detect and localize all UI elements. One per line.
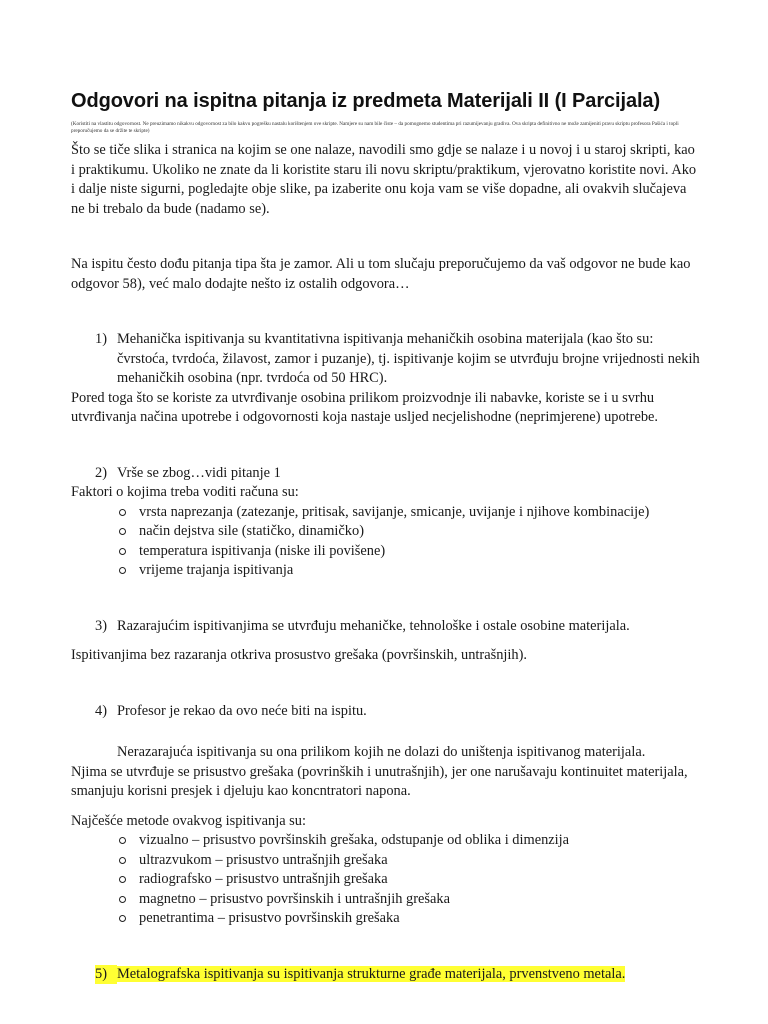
disclaimer-note: (Koristiti na vlastitu odgovornost. Ne preuzimamo nikakvu odgovornost za bilo kakvu pogrešku nastalu korištenjem ove skripte. Namjere su nam bile čiste – da pomognemo studentima pri razumijevanju gradiva. Ova skripta definitivno ne može zamijeniti pravu skriptu profesora Pašića i topli preporučujemo da se držite te skripte) bbox=[71, 121, 679, 134]
question-4-indent: Nerazarajuća ispitivanja su ona prilikom kojih ne dolazi do uništenja ispitivanog materijala. bbox=[117, 744, 646, 760]
question-3-after: Ispitivanjima bez razaranja otkriva prosustvo grešaka (površinskih, untrašnjih). bbox=[71, 647, 527, 663]
intro-paragraph-2: Na ispitu često dođu pitanja tipa šta je zamor. Ali u tom slučaju preporučujemo da vaš odgovor ne bude kao odgovor 58), već malo dodajte nešto iz ostalih odgovora… bbox=[71, 256, 691, 292]
question-4-text: Profesor je rekao da ovo neće biti na ispitu. bbox=[117, 702, 367, 719]
list-item: penetrantima – prisustvo površinskih grešaka bbox=[117, 909, 768, 929]
question-1-text: Mehanička ispitivanja su kvantitativna ispitivanja mehaničkih osobina materijala (kao što su: čvrstoća, tvrdoća, žilavost, zamor i puzanje), tj. ispitivanje kojim se utvrđuju brojne vrijednosti nekih mehaničkih osobina (npr. tvrdoća od 50 HRC). bbox=[117, 331, 700, 386]
list-item: ultrazvukom – prisustvo untrašnjih grešaka bbox=[117, 851, 768, 871]
question-2-number: 2) bbox=[95, 464, 107, 481]
question-5-number: 5) bbox=[95, 965, 117, 985]
intro-paragraph: Što se tiče slika i stranica na kojim se one nalaze, navodili smo gdje se nalaze i u novoj i u staroj skripti, kao i praktikumu. Ukoliko ne znate da li koristite staru ili novu skriptu/praktikum, vjerovatno koristite novi. Ako i dalje niste sigurni, pogledajte obje slike, pa izaberite onu koja vam se više dopadne, ali ovakvih slučajeva ne bi trebalo da bude (nadamo se). bbox=[71, 142, 697, 217]
question-1-number: 1) bbox=[95, 331, 107, 347]
question-3-number: 3) bbox=[95, 617, 107, 634]
question-2-bullets bbox=[71, 503, 768, 581]
list-item: način dejstva sile (statičko, dinamičko) bbox=[117, 522, 768, 542]
list-item: magnetno – prisustvo površinskih i untrašnjih grešaka bbox=[117, 890, 768, 910]
question-4-number: 4) bbox=[95, 702, 107, 719]
list-item: radiografsko – prisustvo untrašnjih grešaka bbox=[117, 870, 768, 890]
document-title: Odgovori na ispitna pitanja iz predmeta Materijali II (I Parcijala) bbox=[71, 90, 661, 112]
list-item: vrijeme trajanja ispitivanja bbox=[117, 561, 768, 581]
question-3-text: Razarajućim ispitivanjima se utvrđuju mehaničke, tehnološke i ostale osobine materijala. bbox=[117, 617, 630, 634]
question-5 bbox=[95, 965, 705, 985]
question-2 bbox=[95, 464, 705, 484]
question-4 bbox=[95, 702, 705, 722]
question-4-bullets bbox=[71, 831, 768, 929]
question-1 bbox=[95, 330, 705, 389]
list-item: temperatura ispitivanja (niske ili povišene) bbox=[117, 542, 768, 562]
question-4-after: Njima se utvrđuje se prisustvo grešaka (povrinških i unutrašnjih), jer one narušavaju kontinuitet materijala, smanjuju korisni presjek i djeluju kao koncntratori napona. bbox=[71, 763, 688, 799]
question-1-after: Pored toga što se koriste za utvrđivanje osobina prilikom proizvodnje ili nabavke, koriste se i u svrhu utvrđivanja načina upotrebe i odgovornosti koja nastaje usljed necjelishodne (neprimjerene) upotrebe. bbox=[71, 389, 659, 425]
question-4-after-2: Najčešće metode ovakvog ispitivanja su: bbox=[71, 812, 306, 829]
list-item: vrsta naprezanja (zatezanje, pritisak, savijanje, smicanje, uvijanje i njihove kombinacije) bbox=[117, 503, 768, 523]
question-5-text: Metalografska ispitivanja su ispitivanja strukturne građe materijala, prvenstveno metala. bbox=[117, 965, 626, 982]
list-item: vizualno – prisustvo površinskih grešaka, odstupanje od oblika i dimenzija bbox=[117, 831, 768, 851]
question-2-text: Vrše se zbog…vidi pitanje 1 bbox=[117, 464, 281, 481]
question-3 bbox=[95, 617, 705, 637]
question-2-after: Faktori o kojima treba voditi računa su: bbox=[71, 484, 299, 500]
